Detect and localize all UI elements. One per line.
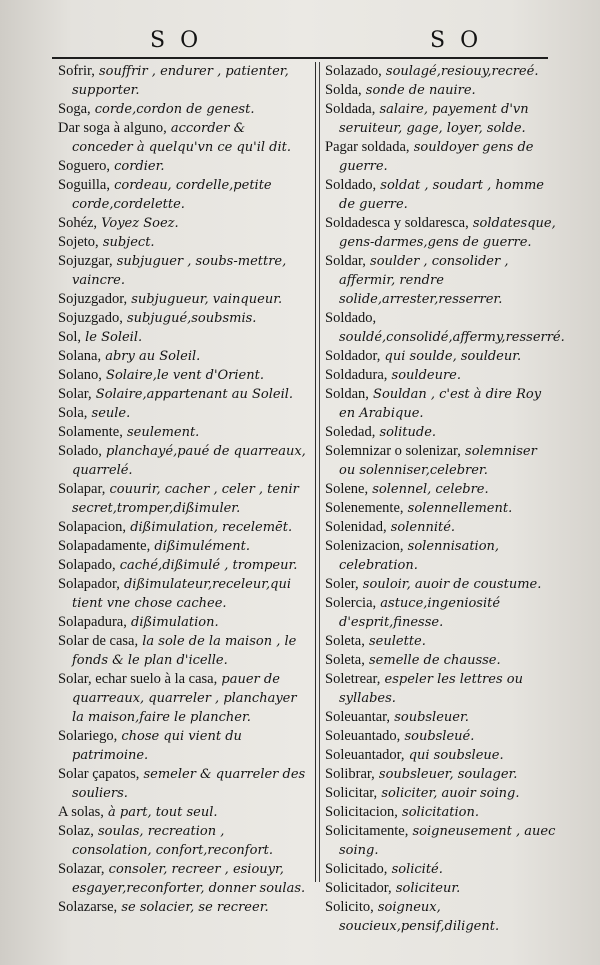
- dictionary-entry: [58, 119, 308, 157]
- dictionary-entry: [325, 100, 557, 138]
- dictionary-entry: [58, 176, 308, 214]
- dictionary-entry: [325, 252, 557, 309]
- entry-definition: souldeure.: [387, 368, 462, 383]
- entry-definition: seule.: [87, 406, 131, 421]
- entry-headword: Soleuantador,: [325, 747, 405, 763]
- entry-headword: Soleuantar,: [325, 709, 391, 725]
- dictionary-entry: [325, 670, 557, 708]
- entry-definition: semeler & quarreler des souliers.: [72, 767, 306, 801]
- entry-headword: Solano,: [58, 367, 102, 383]
- entry-headword: Sojuzgado,: [58, 310, 123, 326]
- dictionary-entry: [58, 537, 308, 556]
- entry-headword: Soletrear,: [325, 671, 381, 687]
- entry-definition: soldat , soudart , homme de guerre.: [339, 178, 544, 212]
- entry-definition: chose qui vient du patrimoine.: [72, 729, 242, 763]
- entry-definition: souldoyer gens de guerre.: [339, 140, 534, 174]
- entry-definition: solennisation, celebration.: [339, 539, 500, 573]
- entry-definition: planchayé,paué de quarreaux, quarrelé.: [72, 444, 306, 478]
- header-rule: [52, 57, 548, 59]
- dictionary-entry: [325, 803, 557, 822]
- dictionary-entry: [58, 765, 308, 803]
- entry-headword: Soguilla,: [58, 177, 110, 193]
- entry-headword: Solibrar,: [325, 766, 375, 782]
- entry-definition: soliciter, auoir soing.: [377, 786, 520, 801]
- entry-headword: Solariego,: [58, 728, 118, 744]
- entry-headword: Solado,: [58, 443, 102, 459]
- entry-headword: Solazarse,: [58, 899, 118, 915]
- dictionary-entry: [325, 480, 557, 499]
- entry-definition: salaire, payement d'vn seruiteur, gage, loyer, solde.: [339, 102, 529, 136]
- dictionary-entry: [325, 784, 557, 803]
- entry-definition: solicité.: [387, 862, 443, 877]
- dictionary-entry: [325, 385, 557, 423]
- dictionary-entry: [325, 309, 565, 347]
- entry-headword: Soldadesca y soldaresca,: [325, 215, 469, 231]
- dictionary-entry: [58, 366, 308, 385]
- entry-headword: Soldar,: [325, 253, 366, 269]
- entry-headword: Soldador,: [325, 348, 381, 364]
- entry-headword: Solamente,: [58, 424, 123, 440]
- dictionary-entry: [325, 860, 557, 879]
- entry-definition: Solaire,appartenant au Soleil.: [91, 387, 294, 402]
- dictionary-entry: [325, 898, 557, 936]
- entry-definition: Voyez Soez.: [97, 216, 179, 231]
- dictionary-entry: [58, 727, 308, 765]
- dictionary-entry: [325, 575, 557, 594]
- entry-definition: abry au Soleil.: [101, 349, 201, 364]
- dictionary-entry: [325, 214, 557, 252]
- entry-definition: consoler, recreer , esiouyr, esgayer,reconforter, donner soulas.: [72, 862, 306, 896]
- running-head-left: S O: [150, 28, 203, 53]
- entry-definition: solitude.: [375, 425, 437, 440]
- entry-definition: soldatesque, gens-darmes,gens de guerre.: [339, 216, 556, 250]
- entry-definition: caché,dißimulé , trompeur.: [115, 558, 298, 573]
- dictionary-entry: [58, 233, 308, 252]
- entry-definition: à part, tout seul.: [103, 805, 218, 820]
- entry-headword: Soleuantado,: [325, 728, 401, 744]
- left-column: [58, 62, 308, 917]
- entry-headword: Soldado,: [325, 310, 377, 326]
- entry-definition: soubsleuer, soulager.: [374, 767, 518, 782]
- dictionary-entry: [58, 347, 308, 366]
- entry-definition: qui soulde, souldeur.: [380, 349, 522, 364]
- entry-definition: dißimulation, recelemēt.: [126, 520, 293, 535]
- dictionary-entry: [58, 898, 308, 917]
- entry-definition: le Soleil.: [80, 330, 143, 345]
- dictionary-entry: [325, 632, 557, 651]
- entry-headword: Sojuzgador,: [58, 291, 128, 307]
- dictionary-entry: [58, 423, 308, 442]
- entry-definition: Solaire,le vent d'Orient.: [101, 368, 264, 383]
- dictionary-entry: [58, 290, 308, 309]
- running-head-right: S O: [430, 28, 483, 53]
- entry-definition: dißimulateur,receleur,qui tient vne chose cachee.: [72, 577, 291, 611]
- entry-headword: Solicitado,: [325, 861, 388, 877]
- dictionary-entry: [58, 822, 308, 860]
- entry-definition: se solacier, se recreer.: [117, 900, 269, 915]
- entry-definition: espeler les lettres ou syllabes.: [339, 672, 523, 706]
- entry-definition: souloir, auoir de coustume.: [358, 577, 542, 592]
- dictionary-entry: [58, 518, 308, 537]
- entry-headword: Soler,: [325, 576, 359, 592]
- entry-headword: Sohéz,: [58, 215, 98, 231]
- dictionary-entry: [325, 442, 557, 480]
- entry-headword: Solapado,: [58, 557, 116, 573]
- dictionary-entry: [325, 81, 557, 100]
- entry-headword: Solazado,: [325, 63, 382, 79]
- dictionary-entry: [325, 879, 557, 898]
- entry-headword: Soldan,: [325, 386, 369, 402]
- dictionary-entry: [58, 309, 308, 328]
- dictionary-entry: [58, 575, 308, 613]
- entry-definition: astuce,ingeniosité d'esprit,finesse.: [339, 596, 501, 630]
- entry-headword: Solercia,: [325, 595, 377, 611]
- entry-headword: Solapadamente,: [58, 538, 151, 554]
- entry-headword: Solaz,: [58, 823, 94, 839]
- dictionary-entry: [58, 632, 308, 670]
- column-divider-inner: [319, 62, 320, 882]
- entry-headword: Solenizacion,: [325, 538, 404, 554]
- entry-definition: accorder & conceder à quelqu'vn ce qu'il dit.: [72, 121, 292, 155]
- entry-headword: Solar çapatos,: [58, 766, 140, 782]
- entry-headword: Solar, echar suelo à la casa,: [58, 671, 218, 687]
- dictionary-entry: [325, 518, 557, 537]
- entry-definition: cordier.: [109, 159, 165, 174]
- entry-headword: Soleta,: [325, 633, 365, 649]
- entry-definition: solemniser ou solenniser,celebrer.: [339, 444, 537, 478]
- dictionary-entry: [58, 860, 308, 898]
- dictionary-entry: [58, 480, 308, 518]
- entry-headword: Solicitar,: [325, 785, 378, 801]
- entry-definition: Souldan , c'est à dire Roy en Arabique.: [339, 387, 542, 421]
- entry-definition: solennellement.: [403, 501, 513, 516]
- dictionary-entry: [58, 803, 308, 822]
- entry-headword: Solana,: [58, 348, 102, 364]
- entry-definition: la sole de la maison , le fonds & le plan d'icelle.: [72, 634, 297, 668]
- right-column: [325, 62, 565, 936]
- entry-headword: Solicitamente,: [325, 823, 409, 839]
- entry-definition: soulas, recreation , consolation, confort,reconfort.: [72, 824, 274, 858]
- entry-definition: couurir, cacher , celer , tenir secret,tromper,dißimuler.: [72, 482, 299, 516]
- entry-definition: qui soubsleue.: [404, 748, 504, 763]
- entry-headword: Solapar,: [58, 481, 106, 497]
- dictionary-entry: [325, 62, 557, 81]
- entry-headword: Soleta,: [325, 652, 365, 668]
- dictionary-entry: [325, 138, 557, 176]
- dictionary-entry: [58, 385, 308, 404]
- dictionary-entry: [58, 214, 308, 233]
- entry-definition: soigneux, soucieux,pensif,diligent.: [339, 900, 500, 934]
- entry-headword: Solapacion,: [58, 519, 127, 535]
- dictionary-entry: [58, 670, 308, 727]
- entry-headword: Solapador,: [58, 576, 120, 592]
- dictionary-entry: [325, 765, 557, 784]
- dictionary-entry: [58, 62, 308, 100]
- entry-definition: dißimulation.: [126, 615, 219, 630]
- entry-definition: dißimulément.: [150, 539, 250, 554]
- dictionary-entry: [58, 328, 308, 347]
- entry-headword: Solicitacion,: [325, 804, 398, 820]
- entry-headword: Solenemente,: [325, 500, 404, 516]
- entry-headword: Dar soga à alguno,: [58, 120, 167, 136]
- dictionary-entry: [325, 727, 557, 746]
- entry-definition: seulette.: [364, 634, 426, 649]
- entry-headword: Solenidad,: [325, 519, 387, 535]
- entry-definition: seulement.: [122, 425, 200, 440]
- dictionary-entry: [325, 366, 557, 385]
- dictionary-entry: [58, 613, 308, 632]
- entry-headword: Soga,: [58, 101, 91, 117]
- entry-definition: solennité.: [386, 520, 456, 535]
- dictionary-entry: [58, 157, 308, 176]
- entry-definition: subjugué,soubsmis.: [122, 311, 257, 326]
- entry-headword: Sola,: [58, 405, 88, 421]
- entry-definition: soulagé,resiouy,recreé.: [381, 64, 539, 79]
- entry-headword: Soldadura,: [325, 367, 388, 383]
- dictionary-entry: [325, 537, 557, 575]
- entry-headword: Soldado,: [325, 177, 377, 193]
- entry-headword: Sojuzgar,: [58, 253, 113, 269]
- entry-headword: Solar de casa,: [58, 633, 139, 649]
- entry-definition: solennel, celebre.: [368, 482, 489, 497]
- entry-headword: Sofrir,: [58, 63, 95, 79]
- entry-definition: pauer de quarreaux, quarreler , planchayer la maison,faire le plancher.: [72, 672, 297, 725]
- entry-definition: soubsleuer.: [390, 710, 469, 725]
- entry-definition: subjuguer , soubs-mettre, vaincre.: [72, 254, 287, 288]
- entry-headword: Solapadura,: [58, 614, 127, 630]
- dictionary-entry: [325, 499, 557, 518]
- dictionary-entry: [58, 404, 308, 423]
- entry-definition: sonde de nauire.: [361, 83, 476, 98]
- dictionary-entry: [325, 176, 557, 214]
- entry-definition: soubsleué.: [400, 729, 475, 744]
- dictionary-entry: [325, 746, 557, 765]
- dictionary-entry: [58, 556, 308, 575]
- entry-headword: Soldada,: [325, 101, 376, 117]
- entry-headword: Sojeto,: [58, 234, 99, 250]
- entry-definition: soigneusement , auec soing.: [339, 824, 556, 858]
- dictionary-entry: [325, 822, 557, 860]
- entry-definition: semelle de chausse.: [364, 653, 501, 668]
- entry-definition: subjugueur, vainqueur.: [127, 292, 283, 307]
- entry-headword: Sol,: [58, 329, 81, 345]
- entry-headword: Pagar soldada,: [325, 139, 410, 155]
- entry-definition: souffrir , endurer , patienter, supporter.: [72, 64, 289, 98]
- entry-headword: Solda,: [325, 82, 362, 98]
- entry-definition: corde,cordon de genest.: [90, 102, 255, 117]
- dictionary-entry: [325, 594, 557, 632]
- dictionary-entry: [325, 708, 557, 727]
- dictionary-entry: [325, 651, 557, 670]
- entry-headword: Solar,: [58, 386, 92, 402]
- entry-headword: Solicito,: [325, 899, 374, 915]
- dictionary-entry: [325, 347, 557, 366]
- entry-headword: Solicitador,: [325, 880, 392, 896]
- dictionary-entry: [325, 423, 557, 442]
- entry-headword: Solemnizar o solenizar,: [325, 443, 461, 459]
- entry-definition: soulder , consolider , affermir, rendre solide,arrester,resserrer.: [339, 254, 509, 307]
- entry-definition: subject.: [98, 235, 155, 250]
- dictionary-entry: [58, 252, 308, 290]
- dictionary-entry: [58, 442, 308, 480]
- entry-headword: A solas,: [58, 804, 104, 820]
- entry-headword: Soledad,: [325, 424, 376, 440]
- entry-definition: soliciteur.: [391, 881, 461, 896]
- entry-definition: solicitation.: [397, 805, 479, 820]
- column-divider: [315, 62, 316, 882]
- entry-headword: Soguero,: [58, 158, 110, 174]
- entry-headword: Solene,: [325, 481, 369, 497]
- entry-definition: souldé,consolidé,affermy,resserré.: [339, 330, 565, 345]
- entry-definition: cordeau, cordelle,petite corde,cordelette.: [72, 178, 272, 212]
- dictionary-entry: [58, 100, 308, 119]
- entry-headword: Solazar,: [58, 861, 105, 877]
